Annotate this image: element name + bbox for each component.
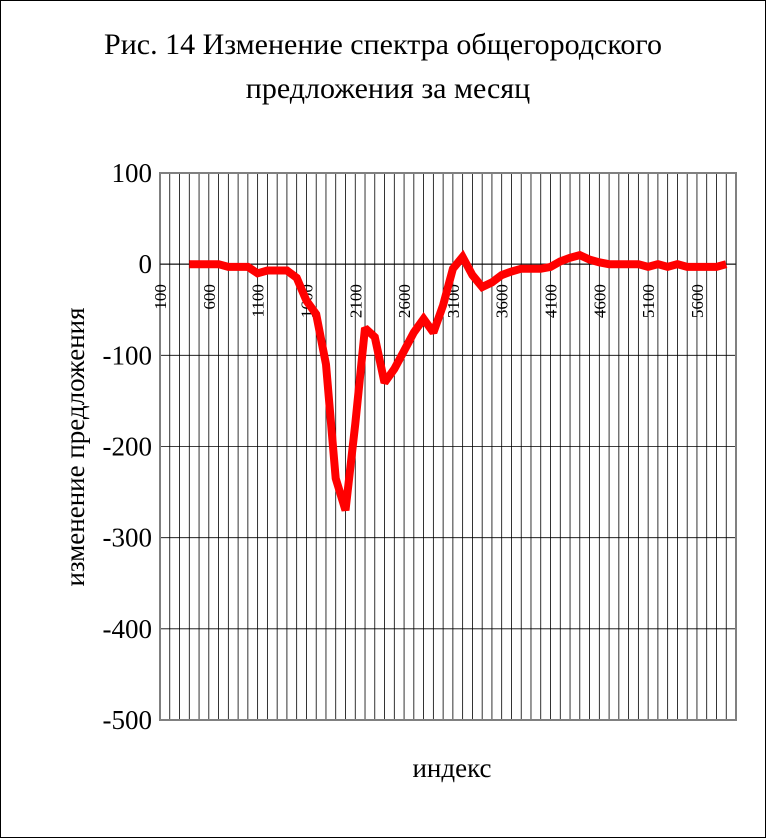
x-tick-label: 4100 — [541, 284, 561, 319]
y-tick-label: -500 — [102, 705, 152, 735]
chart-title-line-1: Рис. 14 Изменение спектра общегородского — [104, 28, 662, 61]
y-tick-label: -200 — [102, 431, 152, 462]
y-tick-label: -400 — [102, 613, 152, 644]
y-axis-tick-labels — [103, 158, 153, 735]
x-tick-label: 2600 — [395, 284, 415, 319]
x-tick-label: 1600 — [297, 284, 317, 319]
x-tick-label: 5600 — [687, 284, 707, 319]
x-tick-label: 600 — [199, 284, 219, 310]
x-tick-label: 100 — [151, 284, 170, 310]
x-tick-label: 1100 — [248, 284, 268, 318]
x-axis-tick-labels — [151, 284, 707, 318]
x-tick-label: 4600 — [590, 284, 610, 319]
x-tick-label: 3600 — [492, 284, 512, 319]
y-tick-label: -100 — [102, 340, 152, 371]
x-tick-label: 3100 — [443, 284, 463, 319]
x-tick-label: 5100 — [639, 284, 659, 319]
y-axis-label: изменение предложения — [60, 307, 90, 587]
x-axis-label: индекс — [412, 753, 492, 783]
x-tick-label: 2100 — [346, 284, 366, 319]
y-tick-label: -300 — [102, 522, 152, 553]
chart-title-line-2: предложения за месяц — [245, 72, 531, 105]
horizontal-gridlines — [160, 173, 736, 720]
y-tick-label: 0 — [138, 249, 152, 280]
y-tick-label: 100 — [111, 158, 152, 188]
